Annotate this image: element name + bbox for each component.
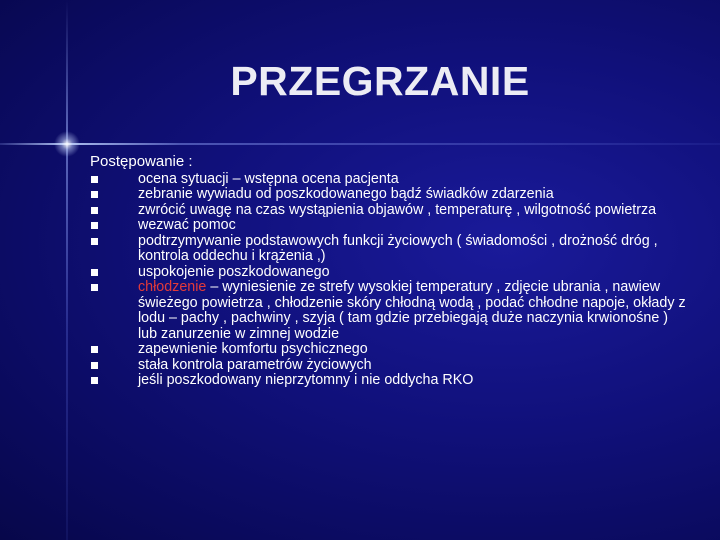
- decorative-glow-star: [54, 131, 80, 157]
- list-item: [90, 218, 690, 234]
- list-item: [90, 280, 690, 342]
- square-bullet-icon: [91, 284, 98, 291]
- list-item: [90, 342, 690, 358]
- square-bullet-icon: [91, 222, 98, 229]
- highlight-text: chłodzenie: [138, 279, 207, 295]
- square-bullet-icon: [91, 362, 98, 369]
- list-item-text: zwrócić uwagę na czas wystąpienia objawów , temperaturę , wilgotność powietrza: [138, 201, 657, 218]
- list-item-text: stała kontrola parametrów życiowych: [138, 356, 372, 373]
- list-item: [90, 172, 690, 188]
- list-item: [90, 358, 690, 374]
- square-bullet-icon: [91, 207, 98, 214]
- list-item-text: – wyniesienie ze strefy wysokiej temperatury , zdjęcie ubrania , nawiew świeżego powietrza , chłodzenie skóry chłodną wodą , podać chłodne napoje, okłady z lodu – pachy , pachwiny , szyja ( tam gdzie przebiegają duże naczynia krwionośne ) lub zanurzenie w zimnej wodzie: [138, 279, 686, 342]
- section-heading: Postępowanie :: [90, 153, 193, 170]
- list-item-text: zapewnienie komfortu psychicznego: [138, 341, 368, 357]
- bullet-list: [90, 172, 690, 389]
- slide-content: [90, 154, 690, 389]
- square-bullet-icon: [91, 191, 98, 198]
- list-item-text: uspokojenie poszkodowanego: [138, 263, 330, 280]
- list-item: [90, 187, 690, 203]
- decorative-horizontal-line: [0, 143, 720, 145]
- list-item-text: wezwać pomoc: [138, 217, 236, 233]
- square-bullet-icon: [91, 238, 98, 245]
- square-bullet-icon: [91, 346, 98, 353]
- square-bullet-icon: [91, 176, 98, 183]
- list-item-text: zebranie wywiadu od poszkodowanego bądź świadków zdarzenia: [138, 186, 554, 202]
- list-item: [90, 203, 690, 219]
- slide-title: PRZEGRZANIE: [230, 58, 530, 104]
- list-item-text: ocena sytuacji – wstępna ocena pacjenta: [138, 170, 399, 187]
- list-item-text: jeśli poszkodowany nieprzytomny i nie oddycha RKO: [138, 372, 474, 388]
- list-item-text: podtrzymywanie podstawowych funkcji życiowych ( świadomości , drożność dróg , kontrola oddechu i krążenia ,): [138, 232, 658, 264]
- square-bullet-icon: [91, 269, 98, 276]
- list-item: [90, 234, 690, 265]
- list-item: [90, 265, 690, 281]
- square-bullet-icon: [91, 377, 98, 384]
- list-item: [90, 373, 690, 389]
